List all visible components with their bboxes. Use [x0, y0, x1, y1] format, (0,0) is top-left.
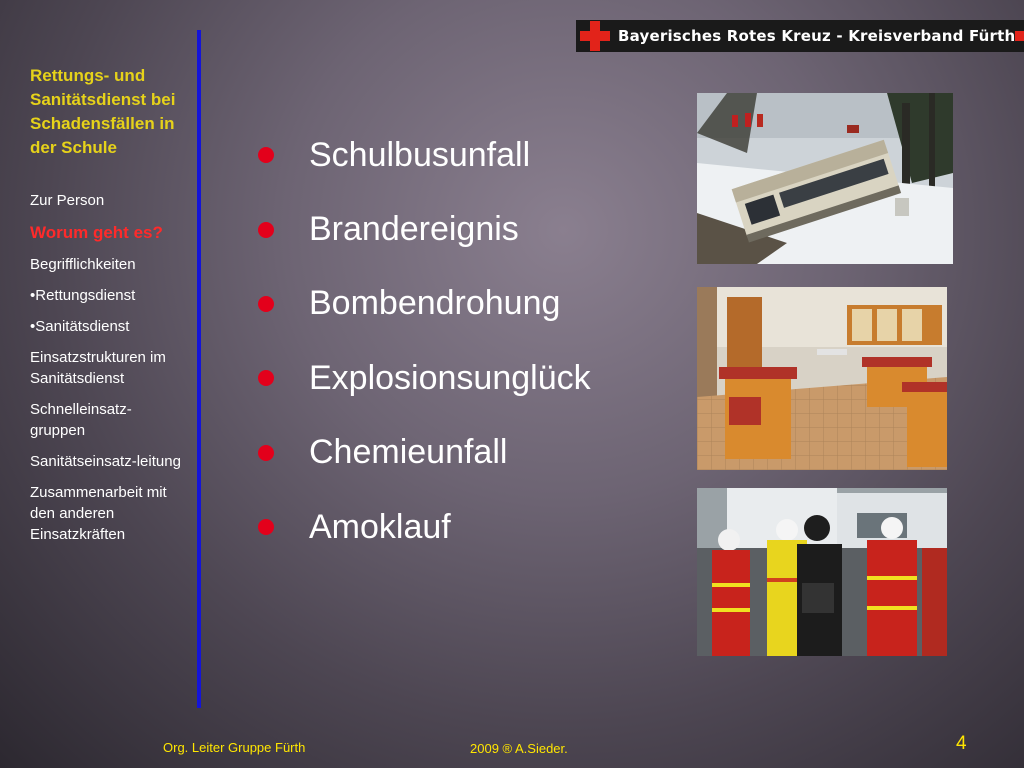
sidebar-item-rettungsdienst[interactable]: •Rettungsdienst: [30, 287, 136, 304]
header-title: Bayerisches Rotes Kreuz - Kreisverband Fürth: [618, 27, 1016, 45]
footer-copyright: 2009 ® A.Sieder.: [470, 741, 568, 756]
sidebar-item-einsatzstrukturen[interactable]: Einsatzstrukturen im Sanitätsdienst: [30, 349, 166, 387]
vertical-divider: [197, 30, 201, 708]
sidebar-item-sanitaetseinsatzleitung[interactable]: Sanitätseinsatz-leitung: [30, 453, 181, 470]
bullet-item: [258, 341, 591, 415]
bullet-dot-icon: [258, 296, 274, 312]
bullet-dot-icon: [258, 147, 274, 163]
bullet-item: [258, 192, 591, 266]
bullet-item: [258, 267, 591, 341]
bullet-item: [258, 416, 591, 490]
sidebar-item-sanitaetsdienst[interactable]: •Sanitätsdienst: [30, 318, 130, 335]
red-cross-icon: [580, 21, 610, 51]
bullet-item: [258, 118, 591, 192]
sidebar-item-zusammenarbeit[interactable]: Zusammenarbeit mit den anderen Einsatzkräften: [30, 484, 167, 543]
sidebar: [30, 64, 185, 555]
bullet-dot-icon: [258, 445, 274, 461]
bullet-text: Amoklauf: [309, 507, 451, 546]
header-banner: [576, 20, 1024, 52]
bullet-text: Chemieunfall: [309, 433, 508, 472]
page-number: 4: [956, 733, 967, 754]
photo-chemistry-lab: [697, 287, 947, 470]
sidebar-title: Rettungs- und Sanitätsdienst bei Schadensfällen in der Schule: [30, 66, 176, 157]
sidebar-item-schnelleinsatzgruppen[interactable]: Schnelleinsatz-gruppen: [30, 401, 132, 439]
sidebar-item-zur-person[interactable]: Zur Person: [30, 192, 105, 209]
bullet-text: Schulbusunfall: [309, 135, 531, 174]
red-cross-icon: [1015, 21, 1024, 51]
sidebar-item-worum-geht-es[interactable]: Worum geht es?: [30, 223, 163, 242]
photo-rescue-crew: [697, 488, 947, 656]
footer-organization: Org. Leiter Gruppe Fürth: [163, 740, 306, 755]
bullet-list: [258, 118, 591, 564]
bullet-text: Bombendrohung: [309, 284, 561, 323]
sidebar-item-begrifflichkeiten[interactable]: Begrifflichkeiten: [30, 256, 136, 273]
photo-bus-accident: [697, 93, 953, 264]
bullet-dot-icon: [258, 519, 274, 535]
bullet-dot-icon: [258, 370, 274, 386]
bullet-item: [258, 490, 591, 564]
bullet-text: Brandereignis: [309, 210, 519, 249]
bullet-text: Explosionsunglück: [309, 358, 591, 397]
bullet-dot-icon: [258, 222, 274, 238]
